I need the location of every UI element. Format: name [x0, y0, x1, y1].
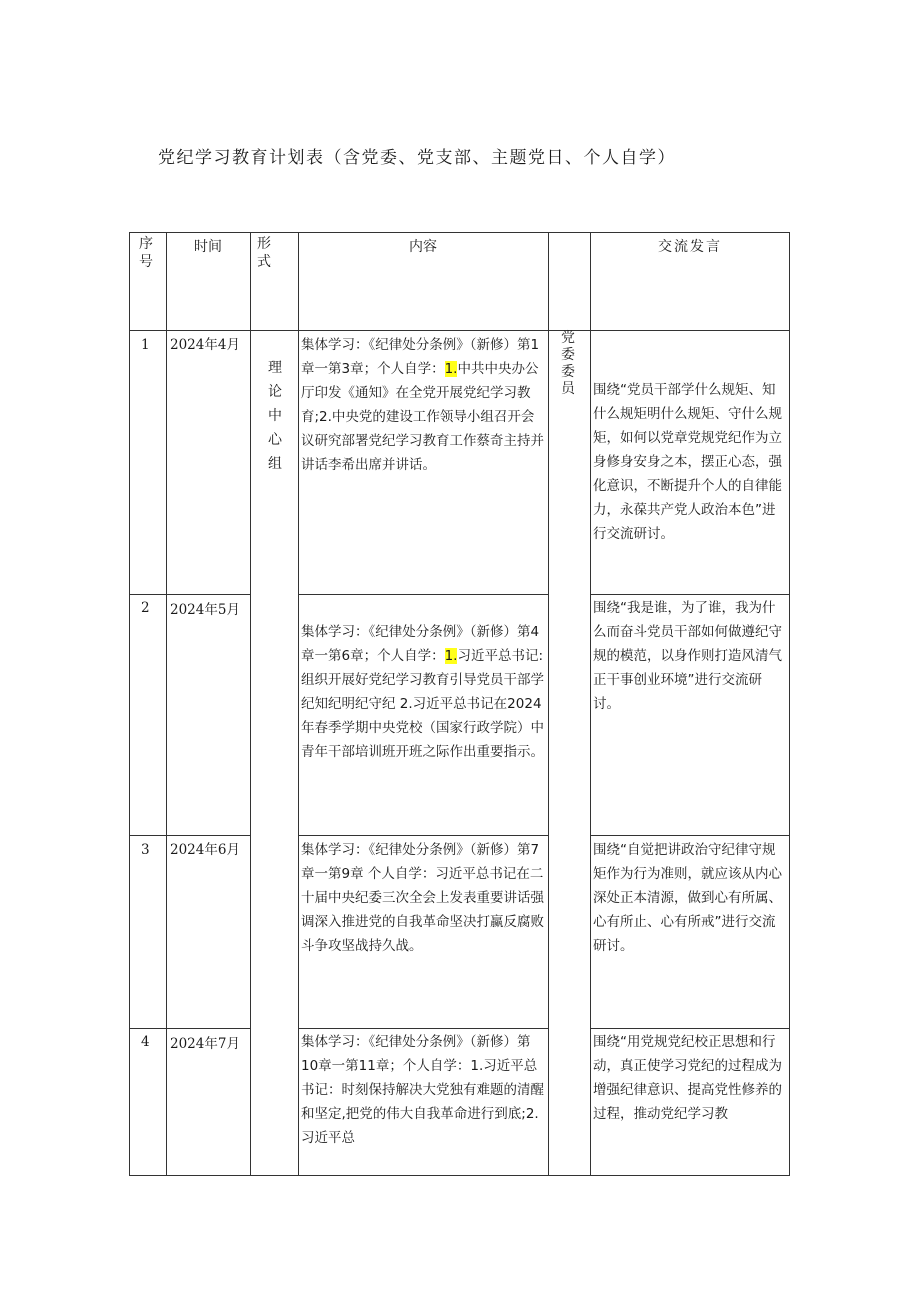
row-divider [129, 1028, 250, 1029]
row-speech: 围绕“用党规党纪校正思想和行动，真正使学习党纪的过程成为增强纪律意识、提高党性修养的过程，推动党纪学习教 [593, 1034, 782, 1122]
row-speech: 围绕“党员干部学什么规矩、知什么规矩明什么规矩、守什么规矩，如何以党章党规党纪作为立身修身安身之本，摆正心态，强化意识，不断提升个人的自律能力，永葆共产党人政治本色”进行交流研讨。 [593, 382, 782, 542]
column-divider [250, 232, 251, 1176]
row-divider [590, 835, 790, 836]
table-border-right [789, 232, 790, 1176]
column-divider [298, 232, 299, 1176]
row-content [301, 333, 546, 477]
content-text: 集体学习：《纪律处分条例》（新修）第1章一第3章；个人自学： [301, 337, 540, 377]
row-content: 集体学习：《纪律处分条例》（新修）第10章一第11章；个人自学：1.习近平总书记：时刻保持解决大党独有难题的清醒和坚定,把党的伟大自我革命进行到底;2.习近平总 [301, 1034, 544, 1146]
row-seq: 1 [141, 337, 150, 353]
content-text: 习近平总书记:组织开展好党纪学习教育引导党员干部学纪知纪明纪守纪 2.习近平总书记在2024年春季学期中央党校（国家行政学院）中青年干部培训班开班之际作出重要指示。 [301, 648, 544, 760]
row-divider [298, 594, 548, 595]
row-seq: 3 [141, 842, 150, 858]
row-content: 集体学习：《纪律处分条例》（新修）第7章一第9章 个人自学：习近平总书记在二十届中央纪委三次全会上发表重要讲话强调深入推进党的自我革命坚决打赢反腐败斗争攻坚战持久战。 [301, 842, 544, 954]
header-seq: 序号 [139, 236, 153, 270]
column-divider [590, 232, 591, 1176]
row-content [301, 620, 546, 764]
header-content: 内容 [409, 239, 437, 255]
table-header-divider [129, 330, 790, 331]
table-border-top [129, 232, 790, 233]
row-divider [298, 835, 548, 836]
table-border-bottom [129, 1175, 790, 1176]
row-divider [129, 835, 250, 836]
row-divider [590, 1028, 790, 1029]
highlighted-text: 1. [444, 648, 458, 664]
column-divider [166, 232, 167, 1176]
row-speech: 围绕“自觉把讲政治守纪律守规矩作为行为准则，就应该从内心深处正本清源，做到心有所属、心有所止、心有所戒”进行交流研讨。 [593, 842, 782, 954]
header-time: 时间 [194, 239, 222, 255]
header-speech: 交流发言 [658, 239, 722, 255]
content-text: 中共中央办公厅印发《通知》在全党开展党纪学习教育;2.中央党的建设工作领导小组召开会议研究部署党纪学习教育工作蔡奇主持并讲话李希出席并讲话。 [301, 361, 544, 473]
row-time: 2024年4月 [170, 337, 240, 353]
page-title: 党纪学习教育计划表（含党委、党支部、主题党日、个人自学） [158, 148, 676, 168]
row-seq: 4 [141, 1034, 150, 1050]
participants-label: 党委委员 [561, 330, 575, 397]
row-speech: 围绕“我是谁，为了谁，我为什么而奋斗党员干部如何做遵纪守规的模范，以身作则打造风清气正干事创业环境”进行交流研讨。 [593, 600, 782, 712]
row-time: 2024年7月 [170, 1036, 240, 1052]
column-divider [548, 232, 549, 1176]
row-divider [298, 1028, 548, 1029]
row-divider [129, 594, 250, 595]
row-time: 2024年5月 [170, 602, 240, 618]
row-seq: 2 [141, 600, 150, 616]
highlighted-text: 1. [444, 361, 458, 377]
row-time: 2024年6月 [170, 842, 240, 858]
table-border-left [129, 232, 130, 1176]
form-label: 理论中心组 [268, 360, 282, 472]
header-form: 形式 [257, 236, 271, 270]
content-text: 集体学习：《纪律处分条例》（新修）第4章一第6章；个人自学： [301, 624, 540, 664]
row-divider [590, 594, 790, 595]
